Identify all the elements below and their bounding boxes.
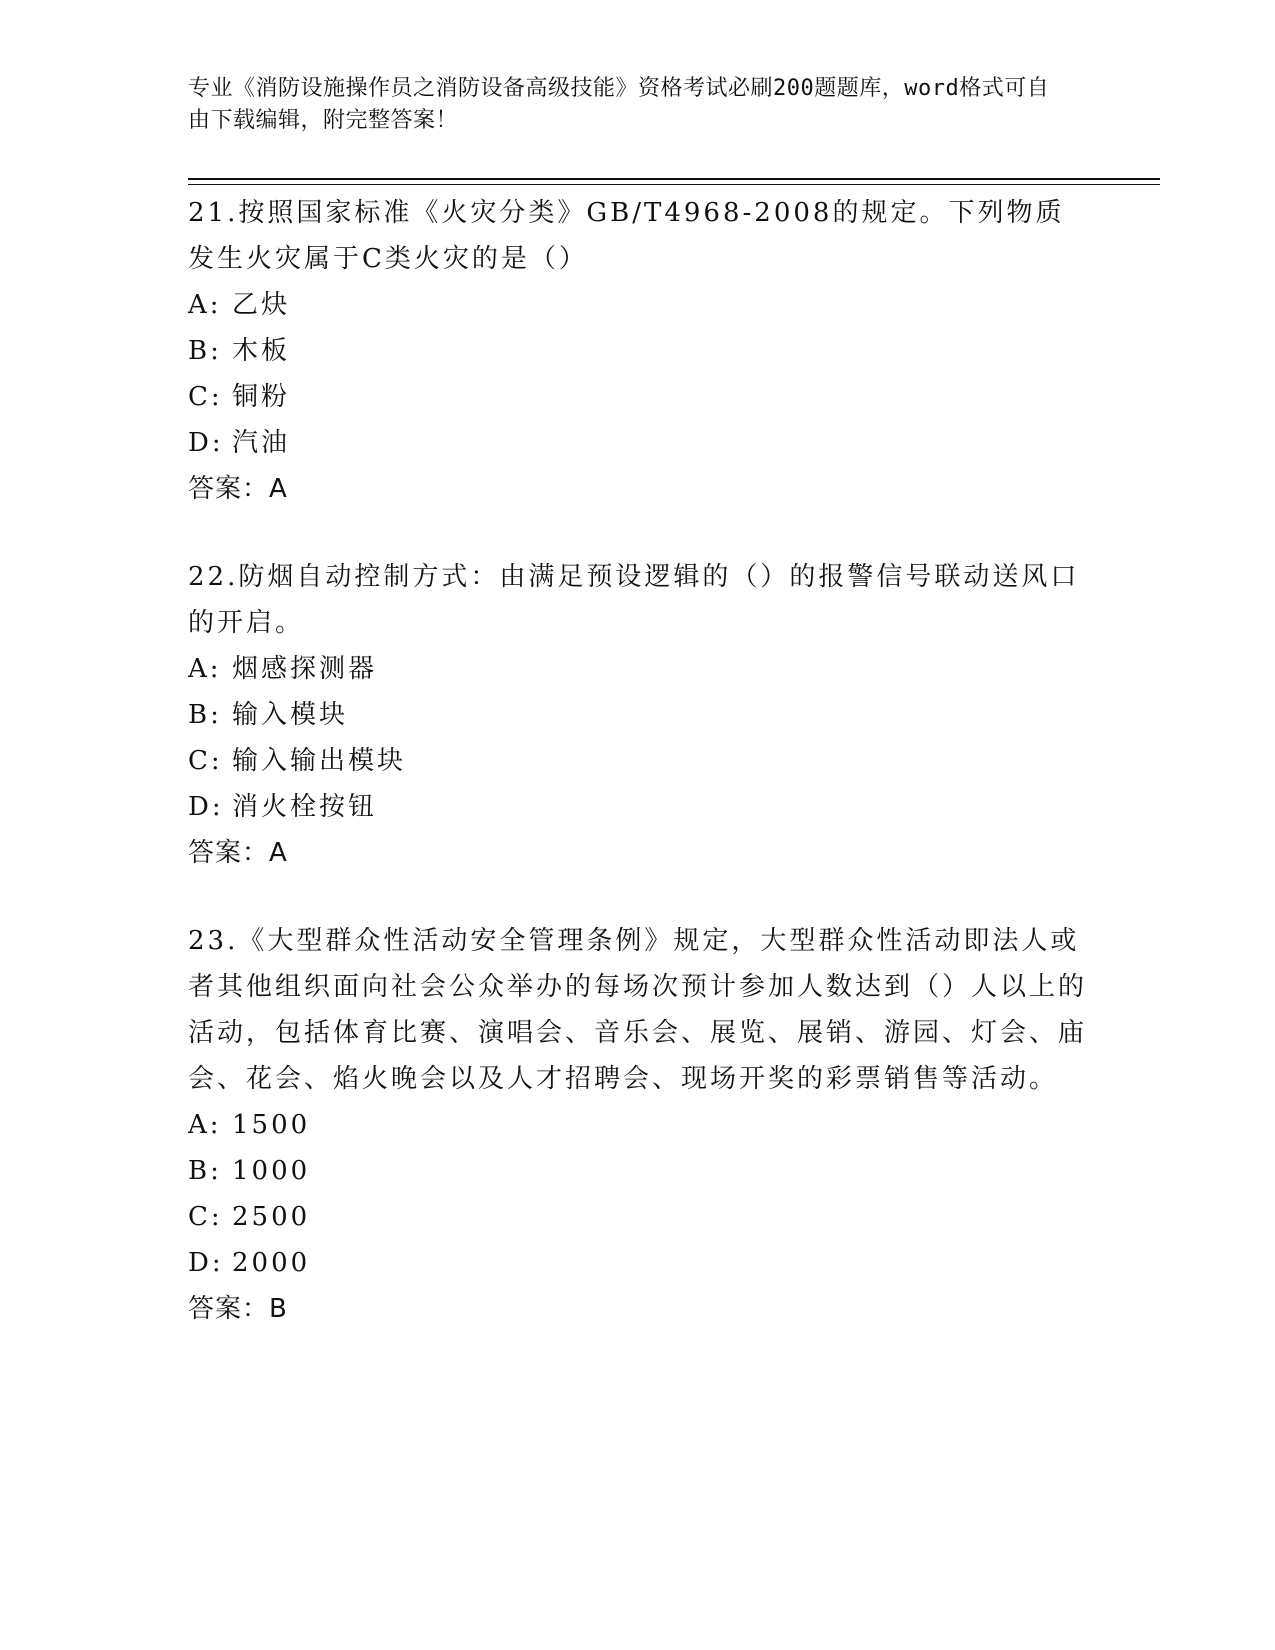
option-key: B: (188, 336, 222, 366)
question-list (188, 190, 1088, 1374)
question-21 (188, 190, 1088, 512)
option-a (188, 282, 1088, 328)
option-key: A: (188, 1110, 222, 1140)
option-text: 1500 (232, 1110, 311, 1140)
option-key: C: (188, 1202, 223, 1232)
header-divider-thin (188, 184, 1160, 185)
option-text: 2000 (232, 1248, 311, 1278)
option-key: B: (188, 700, 222, 730)
option-key: A: (188, 290, 222, 320)
option-key: C: (188, 382, 223, 412)
option-text: 铜粉 (232, 382, 291, 412)
option-a (188, 646, 1088, 692)
option-text: 汽油 (232, 428, 291, 458)
option-d (188, 420, 1088, 466)
option-key: C: (188, 746, 223, 776)
document-header: 专业《消防设施操作员之消防设备高级技能》资格考试必刷200题题库，word格式可自由下载编辑，附完整答案！ (188, 76, 1050, 133)
option-key: B: (188, 1156, 222, 1186)
option-b (188, 328, 1088, 374)
option-c (188, 374, 1088, 420)
option-text: 2500 (232, 1202, 311, 1232)
option-a (188, 1102, 1088, 1148)
option-c (188, 738, 1088, 784)
option-text: 输入模块 (232, 700, 349, 730)
option-b (188, 692, 1088, 738)
question-stem: 22.防烟自动控制方式：由满足预设逻辑的（）的报警信号联动送风口的开启。 (188, 562, 1080, 638)
option-text: 烟感探测器 (232, 654, 378, 684)
option-text: 1000 (232, 1156, 311, 1186)
option-text: 输入输出模块 (232, 746, 407, 776)
question-stem: 21.按照国家标准《火灾分类》GB/T4968-2008的规定。下列物质发生火灾属于C类火灾的是（） (188, 198, 1065, 274)
option-text: 消火栓按钮 (232, 792, 378, 822)
option-text: 乙炔 (232, 290, 291, 320)
header-divider-thick (188, 178, 1160, 180)
question-23 (188, 918, 1088, 1332)
answer-line: 答案：A (188, 838, 288, 868)
option-d (188, 784, 1088, 830)
option-c (188, 1194, 1088, 1240)
option-text: 木板 (232, 336, 291, 366)
option-d (188, 1240, 1088, 1286)
option-key: D: (188, 1248, 224, 1278)
question-stem: 23.《大型群众性活动安全管理条例》规定，大型群众性活动即法人或者其他组织面向社会公众举办的每场次预计参加人数达到（）人以上的活动，包括体育比赛、演唱会、音乐会、展览、展销、游园、灯会、庙会、花会、焰火晚会以及人才招聘会、现场开奖的彩票销售等活动。 (188, 926, 1088, 1094)
option-key: D: (188, 792, 224, 822)
answer-line: 答案：A (188, 474, 288, 504)
option-b (188, 1148, 1088, 1194)
option-key: D: (188, 428, 224, 458)
option-key: A: (188, 654, 222, 684)
answer-line: 答案：B (188, 1294, 288, 1324)
question-22 (188, 554, 1088, 876)
